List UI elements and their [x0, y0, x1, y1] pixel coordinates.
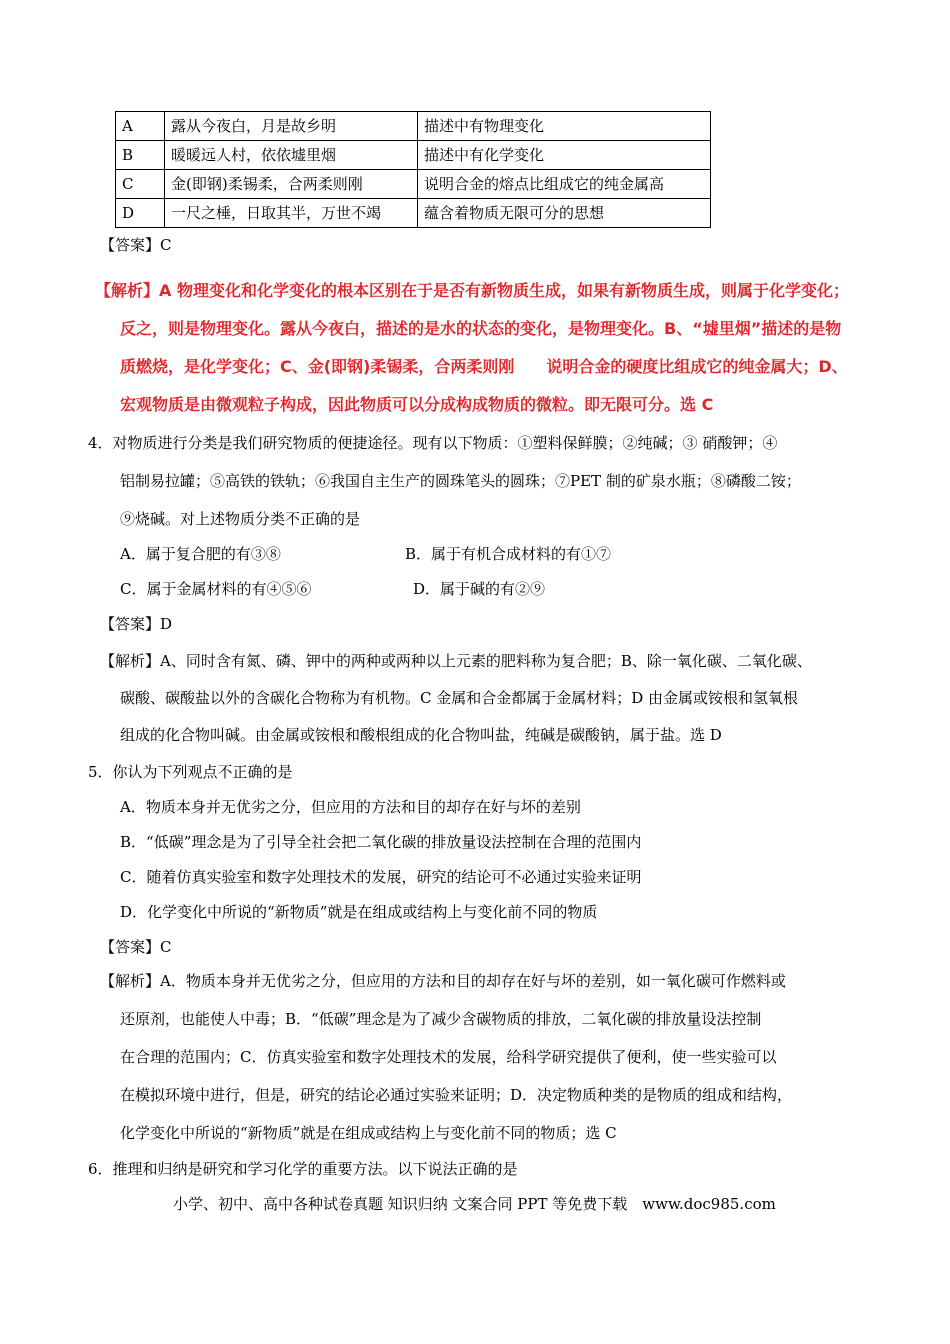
q4-option-d: D．属于碱的有②⑨ [413, 580, 546, 598]
q3-analysis-line: 宏观物质是由微观粒子构成，因此物质可以分成构成物质的微粒。即无限可分。选 C [120, 395, 714, 414]
row-desc: 蕴含着物质无限可分的思想 [418, 199, 711, 228]
table-row [116, 170, 711, 199]
q4-stem-line: ⑨烧碱。对上述物质分类不正确的是 [120, 510, 361, 528]
row-desc: 说明合金的熔点比组成它的纯金属高 [418, 170, 711, 199]
q5-analysis-line: 【解析】A．物质本身并无优劣之分，但应用的方法和目的却存在好与坏的差别，如一氧化碳可作燃料或 [100, 972, 786, 990]
q4-analysis-line: 碳酸、碳酸盐以外的含碳化合物称为有机物。C 金属和合金都属于金属材料；D 由金属或铵根和氢氧根 [120, 689, 799, 707]
q4-option-b: B．属于有机合成材料的有①⑦ [405, 545, 612, 563]
q3-analysis-line: 质燃烧，是化学变化；C、金(即钢)柔锡柔，合两柔则刚 说明合金的硬度比组成它的纯金属大；D、 [120, 357, 848, 376]
q4-analysis-line: 【解析】A、同时含有氮、磷、钾中的两种或两种以上元素的肥料称为复合肥；B、除一氧化碳、二氧化碳、 [100, 652, 812, 670]
q4-answer: 【答案】D [100, 615, 173, 633]
q5-option-b: B．“低碳”理念是为了引导全社会把二氧化碳的排放量设法控制在合理的范围内 [120, 833, 642, 851]
row-text: 金(即钢)柔锡柔，合两柔则刚 [165, 170, 418, 199]
table-row [116, 112, 711, 141]
q4-analysis-line: 组成的化合物叫碱。由金属或铵根和酸根组成的化合物叫盐，纯碱是碳酸钠，属于盐。选 D [120, 726, 722, 744]
row-key: B [116, 141, 165, 170]
row-desc: 描述中有化学变化 [418, 141, 711, 170]
q3-answer: 【答案】C [100, 236, 172, 254]
q5-answer: 【答案】C [100, 938, 172, 956]
q5-stem: 5．你认为下列观点不正确的是 [88, 763, 293, 781]
q4-option-c: C．属于金属材料的有④⑤⑥ [120, 580, 312, 598]
table-row [116, 199, 711, 228]
options-table [115, 111, 711, 228]
q4-option-a: A．属于复合肥的有③⑧ [120, 545, 281, 563]
row-desc: 描述中有物理变化 [418, 112, 711, 141]
q5-analysis-line: 还原剂，也能使人中毒；B．“低碳”理念是为了减少含碳物质的排放，二氧化碳的排放量设法控制 [120, 1010, 762, 1028]
row-text: 一尺之棰，日取其半，万世不竭 [165, 199, 418, 228]
q5-analysis-line: 在合理的范围内；C．仿真实验室和数字处理技术的发展，给科学研究提供了便利，使一些实验可以 [120, 1048, 777, 1066]
q5-option-d: D．化学变化中所说的“新物质”就是在组成或结构上与变化前不同的物质 [120, 903, 598, 921]
row-text: 暖暖远人村，依依墟里烟 [165, 141, 418, 170]
q3-analysis-line: 反之，则是物理变化。露从今夜白，描述的是水的状态的变化，是物理变化。B、“墟里烟”描述的是物 [120, 319, 842, 338]
q6-stem: 6．推理和归纳是研究和学习化学的重要方法。以下说法正确的是 [88, 1160, 518, 1178]
row-text: 露从今夜白，月是故乡明 [165, 112, 418, 141]
table-row [116, 141, 711, 170]
q5-option-c: C．随着仿真实验室和数字处理技术的发展，研究的结论可不必通过实验来证明 [120, 868, 642, 886]
page-footer: 小学、初中、高中各种试卷真题 知识归纳 文案合同 PPT 等免费下载 www.doc985.com [173, 1195, 776, 1213]
row-key: C [116, 170, 165, 199]
q4-stem-line: 铝制易拉罐；⑤高铁的铁轨；⑥我国自主生产的圆珠笔头的圆珠；⑦PET 制的矿泉水瓶；⑧磷酸二铵； [120, 472, 801, 490]
row-key: D [116, 199, 165, 228]
row-key: A [116, 112, 165, 141]
q5-analysis-line: 在模拟环境中进行，但是，研究的结论必通过实验来证明；D．决定物质种类的是物质的组成和结构， [120, 1086, 793, 1104]
q3-analysis-line: 【解析】A 物理变化和化学变化的根本区别在于是否有新物质生成，如果有新物质生成，则属于化学变化； [95, 281, 849, 300]
q5-analysis-line: 化学变化中所说的“新物质”就是在组成或结构上与变化前不同的物质；选 C [120, 1124, 617, 1142]
q4-stem-line: 4．对物质进行分类是我们研究物质的便捷途径。现有以下物质：①塑料保鲜膜；②纯碱；③ 硝酸钾；④ [88, 434, 778, 452]
q5-option-a: A．物质本身并无优劣之分，但应用的方法和目的却存在好与坏的差别 [120, 798, 581, 816]
